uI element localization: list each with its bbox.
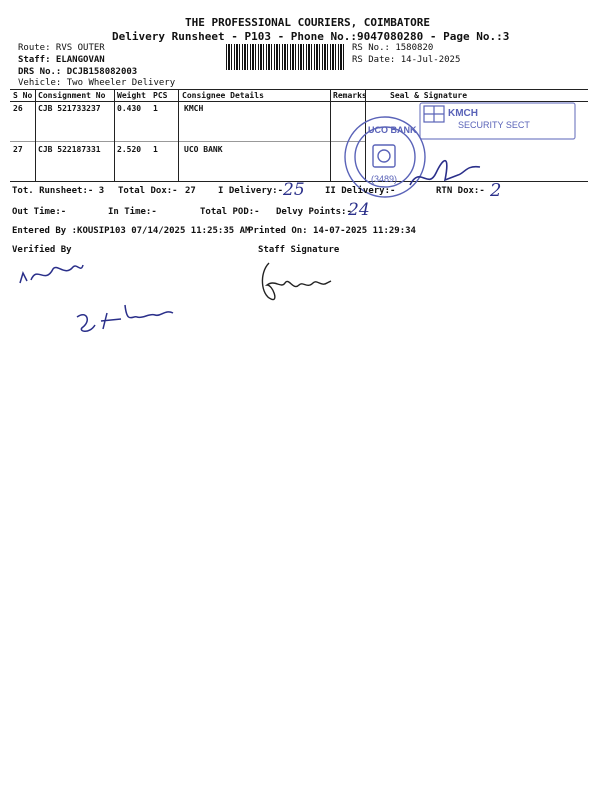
col-divider xyxy=(330,89,331,181)
col-divider xyxy=(114,89,115,181)
barcode-image xyxy=(226,44,344,70)
verifier-signature xyxy=(20,265,83,283)
staff-signature-label: Staff Signature xyxy=(258,245,340,255)
drs-number: DRS No.: DCJB158082003 xyxy=(18,67,138,77)
total-runsheet: Tot. Runsheet:- 3 xyxy=(12,186,105,196)
staff-label: Staff: ELANGOVAN xyxy=(18,55,105,65)
row-sno: 27 xyxy=(13,145,23,154)
vehicle-label: Vehicle: Two Wheeler Delivery xyxy=(18,78,176,88)
delvy-points-value: 24 xyxy=(348,200,370,220)
in-time-label: In Time:- xyxy=(108,207,157,217)
row-weight: 0.430 xyxy=(117,104,142,113)
uco-stamp-text: UCO BANK xyxy=(368,125,417,135)
delvy-points-label: Delvy Points:- xyxy=(276,207,352,217)
table-row-divider xyxy=(10,141,365,142)
row-consignment: CJB 521733237 xyxy=(38,104,101,113)
total-pod-label: Total POD:- xyxy=(200,207,260,217)
verifier-signatures xyxy=(15,255,195,340)
i-delivery-value: 25 xyxy=(283,180,305,200)
kmch-stamp-text-2: SECURITY SECT xyxy=(458,120,530,130)
col-header-sno: S No xyxy=(13,91,33,100)
out-time-label: Out Time:- xyxy=(12,207,67,217)
row-pcs: 1 xyxy=(153,104,158,113)
rtn-dox-label: RTN Dox:- xyxy=(436,186,485,196)
rs-date: RS Date: 14-Jul-2025 xyxy=(352,55,461,65)
col-header-remarks: Remarks xyxy=(333,91,367,100)
verifier-signature-2 xyxy=(77,305,173,331)
table-top-border xyxy=(10,89,588,90)
entered-by: Entered By :KOUSIP103 07/14/2025 11:25:35 AM xyxy=(12,226,251,236)
company-title: THE PROFESSIONAL COURIERS, COIMBATORE xyxy=(185,16,431,29)
col-header-seal: Seal & Signature xyxy=(390,91,468,100)
route-label: Route: RVS OUTER xyxy=(18,43,105,53)
kmch-stamp-text: KMCH xyxy=(448,108,478,119)
staff-signature-stroke xyxy=(262,263,331,300)
uco-stamp-code: (3489) xyxy=(371,174,398,184)
row-consignee: UCO BANK xyxy=(184,145,223,154)
total-dox-label: Total Dox:- xyxy=(118,186,178,196)
col-header-weight: Weight xyxy=(117,91,146,100)
col-header-consignment: Consignment No xyxy=(38,91,106,100)
row-consignment: CJB 522187331 xyxy=(38,145,101,154)
recipient-signature xyxy=(410,161,480,185)
col-header-pcs: PCS xyxy=(153,91,168,100)
col-header-consignee: Consignee Details xyxy=(182,91,264,100)
rs-number: RS No.: 1580820 xyxy=(352,43,434,53)
row-sno: 26 xyxy=(13,104,23,113)
rtn-dox-value: 2 xyxy=(490,180,502,201)
verified-by-label: Verified By xyxy=(12,245,72,255)
col-divider xyxy=(178,89,179,181)
runsheet-subtitle: Delivery Runsheet - P103 - Phone No.:9047080280 - Page No.:3 xyxy=(112,30,510,43)
col-divider xyxy=(35,89,36,181)
ii-delivery-label: II Delivery:- xyxy=(325,186,396,196)
row-pcs: 1 xyxy=(153,145,158,154)
row-consignee: KMCH xyxy=(184,104,204,113)
printed-on: Printed On: 14-07-2025 11:29:34 xyxy=(248,226,416,236)
i-delivery-label: I Delivery:- xyxy=(218,186,284,196)
row-weight: 2.520 xyxy=(117,145,142,154)
total-dox-value: 27 xyxy=(185,186,196,196)
staff-signature-image xyxy=(255,255,345,310)
